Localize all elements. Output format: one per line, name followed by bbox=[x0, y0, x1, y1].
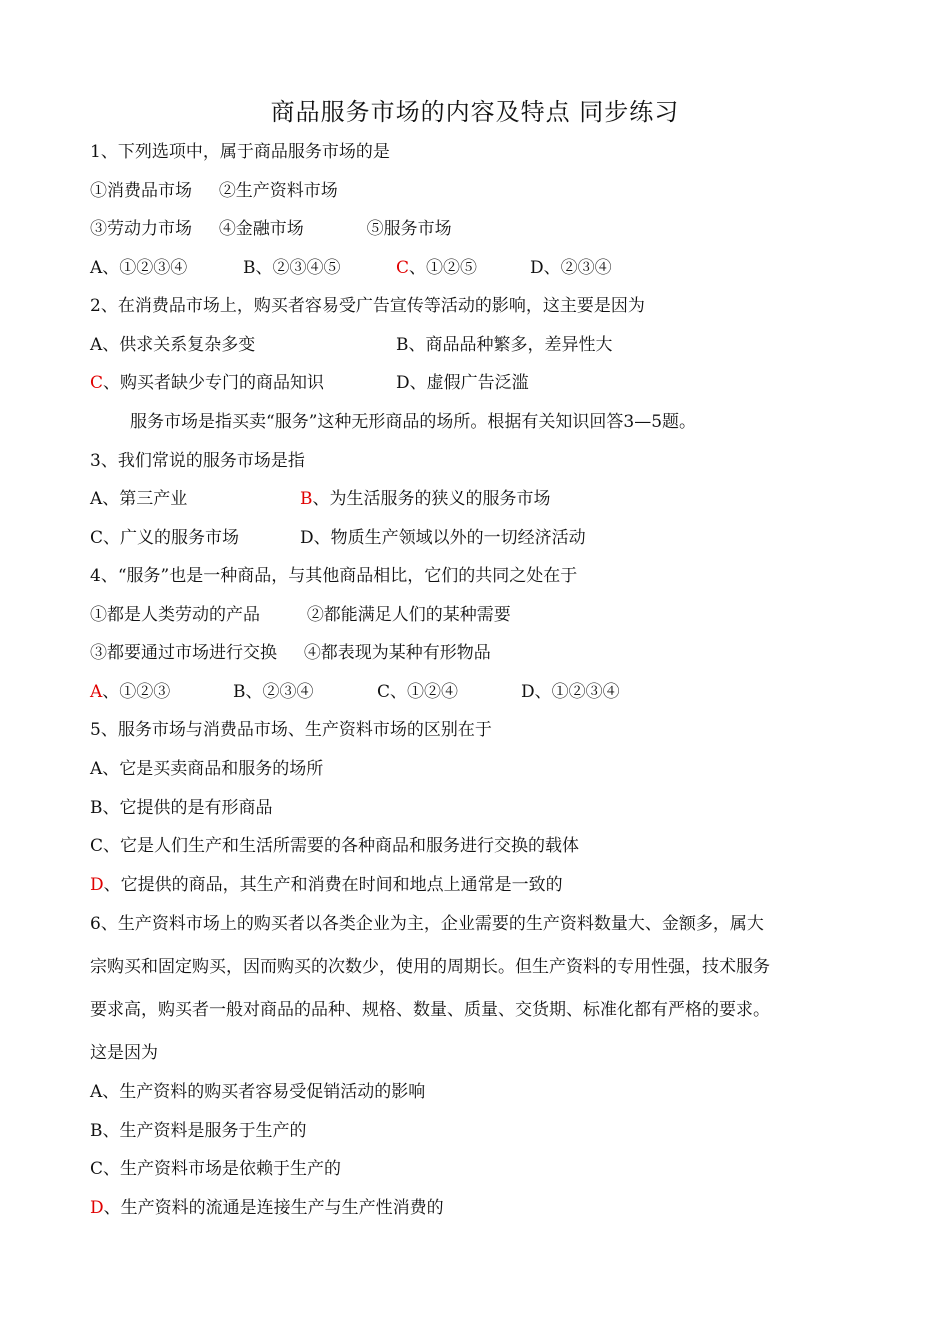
answer-letter: D bbox=[90, 1198, 104, 1218]
q4-stem: 4、“服务”也是一种商品，与其他商品相比，它们的共同之处在于 bbox=[90, 566, 578, 586]
q2-stem: 2、在消费品市场上，购买者容易受广告宣传等活动的影响，这主要是因为 bbox=[90, 296, 645, 316]
q4-items-b bbox=[90, 641, 491, 665]
q4-option-b: B、②③④ bbox=[233, 682, 314, 702]
q1-item-4: ④金融市场 bbox=[218, 219, 304, 239]
q1-item-5: ⑤服务市场 bbox=[366, 219, 452, 239]
q1-items-b bbox=[90, 217, 452, 241]
page-title: 商品服务市场的内容及特点 同步练习 bbox=[270, 98, 680, 126]
q5-option-a: A、它是买卖商品和服务的场所 bbox=[90, 759, 324, 779]
q4-option-a: A、①②③ bbox=[90, 682, 171, 702]
answer-letter: D bbox=[90, 875, 104, 895]
q6-stem-line-2: 宗购买和固定购买，因而购买的次数少，使用的周期长。但生产资料的专用性强，技术服务 bbox=[90, 957, 770, 977]
q6-stem-line-1: 6、生产资料市场上的购买者以各类企业为主，企业需要的生产资料数量大、金额多，属大 bbox=[90, 914, 764, 934]
q4-item-2: ②都能满足人们的某种需要 bbox=[306, 605, 511, 625]
q1-option-c: C、①②⑤ bbox=[396, 258, 478, 278]
q2-option-c: C、购买者缺少专门的商品知识 bbox=[90, 373, 325, 393]
q1-option-d: D、②③④ bbox=[530, 258, 612, 278]
q4-items-a bbox=[90, 603, 511, 627]
q6-option-d: D、生产资料的流通是连接生产与生产性消费的 bbox=[90, 1198, 444, 1218]
q4-option-d: D、①②③④ bbox=[521, 682, 620, 702]
q2-option-a: A、供求关系复杂多变 bbox=[90, 335, 256, 355]
q6-stem-line-4: 这是因为 bbox=[90, 1043, 158, 1063]
q1-stem: 1、下列选项中，属于商品服务市场的是 bbox=[90, 142, 390, 162]
q5-option-d: D、它提供的商品，其生产和消费在时间和地点上通常是一致的 bbox=[90, 875, 563, 895]
q2-option-d: D、虚假广告泛滥 bbox=[396, 373, 529, 393]
q4-item-1: ①都是人类劳动的产品 bbox=[90, 605, 260, 625]
q3-option-d: D、物质生产领域以外的一切经济活动 bbox=[300, 528, 586, 548]
q5-option-b: B、它提供的是有形商品 bbox=[90, 798, 273, 818]
q6-stem-line-3: 要求高，购买者一般对商品的品种、规格、数量、质量、交货期、标准化都有严格的要求。 bbox=[90, 1000, 770, 1020]
answer-letter: A bbox=[90, 682, 103, 702]
q4-item-3: ③都要通过市场进行交换 bbox=[90, 643, 277, 663]
q1-item-1: ①消费品市场 bbox=[90, 181, 192, 201]
q3-stem: 3、我们常说的服务市场是指 bbox=[90, 451, 305, 471]
answer-letter: C bbox=[90, 373, 104, 393]
q1-option-a: A、①②③④ bbox=[90, 258, 188, 278]
q1-item-2: ②生产资料市场 bbox=[218, 181, 338, 201]
q3-option-c: C、广义的服务市场 bbox=[90, 528, 240, 548]
q2-option-b: B、商品品种繁多，差异性大 bbox=[396, 335, 613, 355]
q6-option-a: A、生产资料的购买者容易受促销活动的影响 bbox=[90, 1082, 426, 1102]
q6-option-b: B、生产资料是服务于生产的 bbox=[90, 1121, 307, 1141]
q4-item-4: ④都表现为某种有形物品 bbox=[303, 643, 491, 663]
q4-option-c: C、①②④ bbox=[377, 682, 459, 702]
answer-letter: C bbox=[396, 258, 410, 278]
answer-letter: B bbox=[300, 489, 313, 509]
q6-option-c: C、生产资料市场是依赖于生产的 bbox=[90, 1159, 342, 1179]
intro-3-5: 服务市场是指买卖“服务”这种无形商品的场所。根据有关知识回答3—5题。 bbox=[130, 412, 697, 432]
q3-option-a: A、第三产业 bbox=[90, 489, 188, 509]
q1-item-3: ③劳动力市场 bbox=[90, 219, 192, 239]
q3-option-b: B、为生活服务的狭义的服务市场 bbox=[300, 489, 551, 509]
q1-items-a bbox=[90, 179, 338, 203]
q5-stem: 5、服务市场与消费品市场、生产资料市场的区别在于 bbox=[90, 720, 492, 740]
q1-option-b: B、②③④⑤ bbox=[243, 258, 341, 278]
q5-option-c: C、它是人们生产和生活所需要的各种商品和服务进行交换的载体 bbox=[90, 836, 580, 856]
